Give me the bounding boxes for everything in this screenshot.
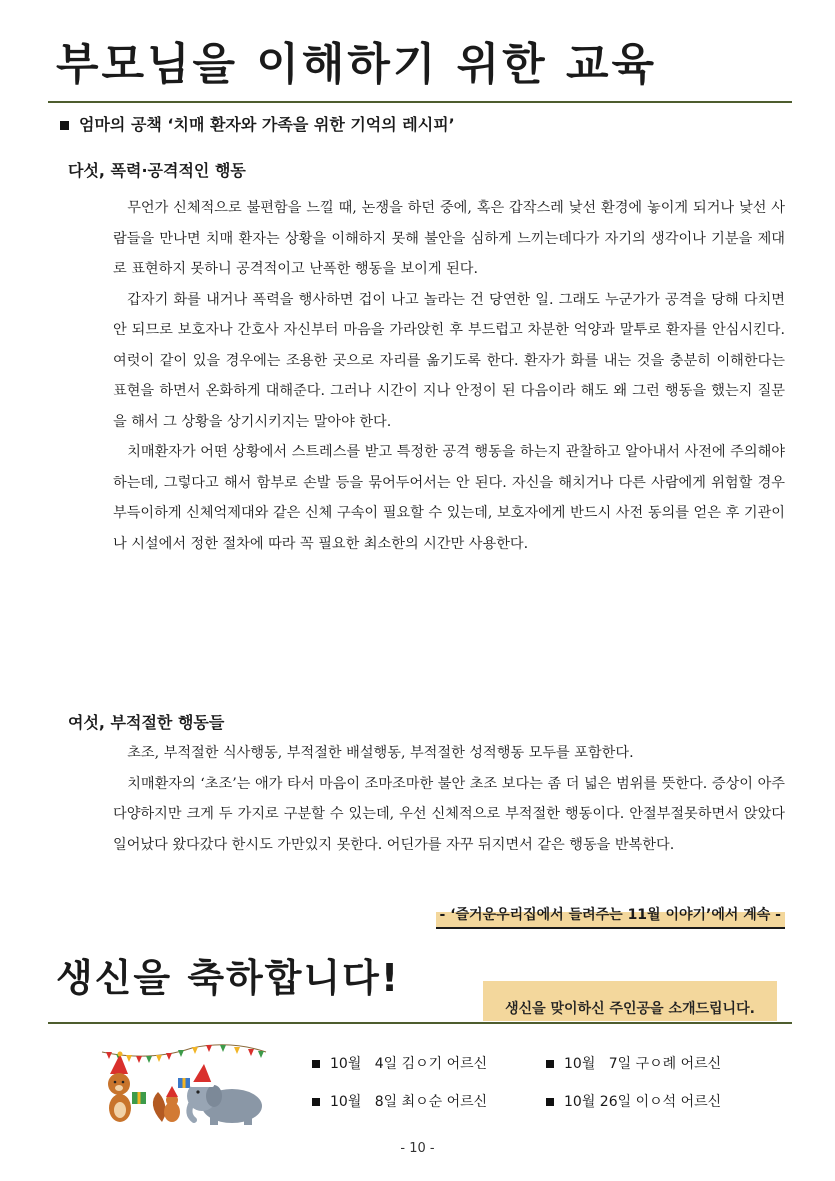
birthday-divider [48, 1022, 792, 1024]
part5-body [113, 193, 785, 559]
birthday-list [312, 1053, 772, 1113]
list-item [312, 1091, 546, 1113]
birthday-intro-text: 생신을 맞이하신 주인공을 소개드립니다. [505, 1001, 755, 1017]
paragraph: 갑자기 화를 내거나 폭력을 행사하면 겁이 나고 놀라는 건 당연한 일. 그래도 누군가가 공격을 당해 다치면 안 되므로 보호자나 간호사 자신부터 마음을 가라앉힌 후 부드럽고 차분한 억양과 말투로 환자를 안심시킨다. 여럿이 같이 있을 경우에는 조용한 곳으로 자리를 옮기도록 한다. 환자가 화를 내는 것을 충분히 이해한다는 표현을 하면서 온화하게 대해준다. 그러나 시간이 지나 안정이 된 다음이라 해도 왜 그런 행동을 했는지 질문을 해서 그 상황을 상기시키지는 말아야 한다. [113, 291, 785, 430]
continued-note: - ‘즐거운우리집에서 들려주는 11월 이야기’에서 계속 - [436, 904, 785, 929]
section-heading [60, 113, 455, 137]
part5-heading: 다섯, 폭력·공격적인 행동 [68, 161, 246, 180]
square-bullet-icon [312, 1098, 320, 1106]
birthday-intro [483, 981, 777, 1021]
party-animals-illustration [100, 1040, 270, 1126]
birthday-entry: 10월 8일 최ㅇ순 어르신 [330, 1094, 488, 1110]
list-item [546, 1091, 772, 1113]
paragraph: 치매환자의 ‘초조’는 애가 타서 마음이 조마조마한 불안 초조 보다는 좀 더 넓은 범위를 뜻한다. 증상이 아주 다양하지만 크게 두 가지로 구분할 수 있는데, 우선 신체적으로 부적절한 행동이다. 안절부절못하면서 앉았다 일어났다 왔다갔다 한시도 가만있지 못한다. 어딘가를 자꾸 뒤지면서 같은 행동을 반복한다. [113, 775, 785, 853]
birthday-entry: 10월 26일 이ㅇ석 어르신 [564, 1094, 722, 1110]
paragraph: 치매환자가 어떤 상황에서 스트레스를 받고 특정한 공격 행동을 하는지 관찰하고 알아내서 사전에 주의해야 하는데, 그렇다고 해서 함부로 손발 등을 묶어두어서는 안 된다. 자신을 해치거나 다른 사람에게 위험할 경우 부득이하게 신체억제대와 같은 신체 구속이 필요할 수 있는데, 보호자에게 반드시 사전 동의를 얻은 후 기관이나 시설에서 정한 절차에 따라 꼭 필요한 최소한의 시간만 사용한다. [113, 444, 785, 552]
part6-heading: 여섯, 부적절한 행동들 [68, 713, 225, 732]
square-bullet-icon [546, 1098, 554, 1106]
page-title: 부모님을 이해하기 위한 교육 [56, 39, 658, 90]
paragraph: 초조, 부적절한 식사행동, 부적절한 배설행동, 부적절한 성적행동 모두를 포함한다. [127, 745, 634, 761]
paragraph: 무언가 신체적으로 불편함을 느낄 때, 논쟁을 하던 중에, 혹은 갑작스레 낯선 환경에 놓이게 되거나 낯선 사람들을 만나면 치매 환자는 상황을 이해하지 못해 불안을 심하게 느끼는데다가 자기의 생각이나 기분을 제대로 표현하지 못하니 공격적이고 난폭한 행동을 보이게 된다. [113, 200, 785, 277]
page-number: - 10 - [400, 1141, 435, 1156]
birthday-entry: 10월 4일 김ㅇ기 어르신 [330, 1056, 488, 1072]
birthday-title: 생신을 축하합니다! [56, 956, 401, 1000]
list-item [546, 1053, 772, 1075]
part6-body [113, 738, 785, 860]
title-divider [48, 101, 792, 103]
list-item [312, 1053, 546, 1075]
section-heading-text: 엄마의 공책 ‘치매 환자와 가족을 위한 기억의 레시피’ [79, 115, 455, 134]
birthday-entry: 10월 7일 구ㅇ례 어르신 [564, 1056, 722, 1072]
square-bullet-icon [546, 1060, 554, 1068]
square-bullet-icon [312, 1060, 320, 1068]
square-bullet-icon [60, 121, 69, 130]
